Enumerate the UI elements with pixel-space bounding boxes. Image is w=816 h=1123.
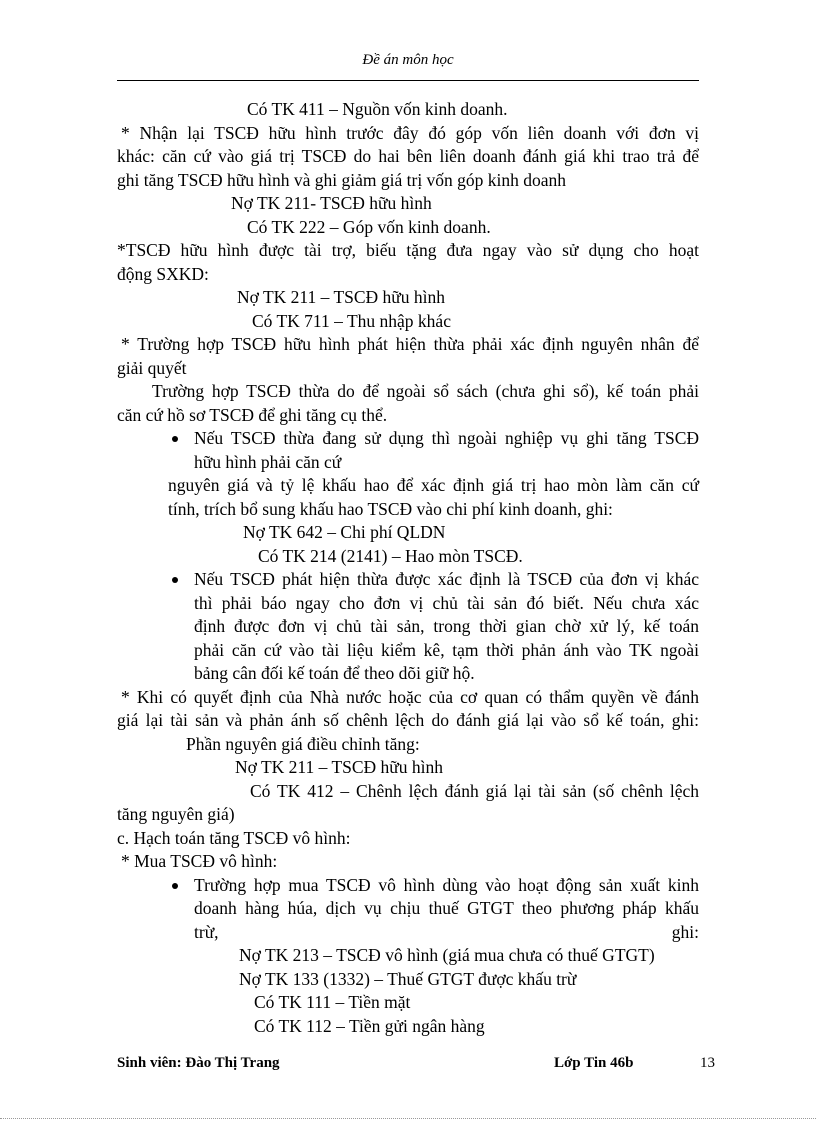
section-heading: c. Hạch toán tăng TSCĐ vô hình: (117, 827, 351, 848)
text-line: thì phải báo ngay cho đơn vị chủ tài sản đó biết. Nếu chưa xác (194, 592, 699, 613)
text-line: phải căn cứ vào tài liệu kiểm kê, tạm thời phản ánh vào TK ngoài (194, 639, 699, 660)
text-line: Có TK 412 – Chênh lệch đánh giá lại tài sản (số chênh lệch (250, 780, 699, 801)
text-line: nguyên giá và tỷ lệ khấu hao để xác định giá trị hao mòn làm căn cứ (168, 475, 699, 495)
text-line: bảng cân đối kế toán để theo dõi giữ hộ. (194, 663, 475, 683)
text-line: trừ, ghi: (194, 921, 699, 942)
text-line: động SXKD: (117, 263, 209, 284)
text-line: ghi tăng TSCĐ hữu hình và ghi giảm giá trị vốn góp kinh doanh (117, 169, 567, 190)
text-line: tăng nguyên giá) (117, 804, 235, 824)
text-line: căn cứ hồ sơ TSCĐ để ghi tăng cụ thể. (117, 404, 388, 425)
text-line: doanh hàng húa, dịch vụ chịu thuế GTGT theo phương pháp khấu (194, 898, 699, 918)
text-line: giá lại tài sản và phản ánh số chênh lệch do đánh giá lại vào sổ kế toán, ghi: (117, 710, 699, 730)
text-line: * Mua TSCĐ vô hình: (121, 851, 278, 871)
header-divider (117, 80, 699, 81)
text-line: * Nhận lại TSCĐ hữu hình trước đây đó góp vốn liên doanh với đơn vị (121, 122, 699, 143)
text-line: Nợ TK 213 – TSCĐ vô hình (giá mua chưa có thuế GTGT) (239, 945, 655, 965)
text-line: * Khi có quyết định của Nhà nước hoặc của cơ quan có thẩm quyền về đánh (121, 686, 699, 707)
text-line: Nợ TK 211 – TSCĐ hữu hình (235, 757, 444, 777)
bullet-item-text: Nếu TSCĐ phát hiện thừa được xác định là TSCĐ của đơn vị khác (194, 569, 699, 589)
text-line: Có TK 214 (2141) – Hao mòn TSCĐ. (258, 545, 523, 566)
page-header-title: Đề án môn học (362, 52, 454, 68)
text-line: tính, trích bổ sung khấu hao TSCĐ vào chi phí kinh doanh, ghi: (168, 498, 613, 519)
text-line: định được đơn vị chủ tài sản, trong thời gian chờ xử lý, kế toán (194, 616, 699, 636)
text-line: giải quyết (117, 357, 187, 378)
text-line: Có TK 112 – Tiền gửi ngân hàng (254, 1015, 485, 1036)
bullet-item-text: Trường hợp mua TSCĐ vô hình dùng vào hoạt động sản xuất kinh (194, 874, 699, 895)
text-line: Trường hợp TSCĐ thừa do để ngoài sổ sách (chưa ghi sổ), kế toán phải (152, 381, 699, 401)
text-line: hữu hình phải căn cứ (194, 451, 342, 472)
page-bottom-border (0, 1118, 816, 1119)
text-line: *TSCĐ hữu hình được tài trợ, biếu tặng đưa ngay vào sử dụng cho hoạt (117, 240, 699, 260)
bullet-item-text: Nếu TSCĐ thừa đang sử dụng thì ngoài nghiệp vụ ghi tăng TSCĐ (194, 428, 699, 448)
bullet-icon (172, 883, 178, 889)
text-line: Có TK 111 – Tiền mặt (254, 992, 411, 1012)
text-line: Có TK 222 – Góp vốn kinh doanh. (247, 216, 491, 237)
text-line: Nợ TK 642 – Chi phí QLDN (243, 522, 446, 542)
text-line: Phần nguyên giá điều chỉnh tăng: (186, 733, 420, 754)
student-name: Sinh viên: Đào Thị Trang (117, 1055, 280, 1071)
document-body (117, 98, 699, 1038)
bullet-icon (172, 436, 178, 442)
page-number: 13 (700, 1055, 715, 1071)
class-label: Lớp Tin 46b (554, 1055, 634, 1071)
text-line: Có TK 711 – Thu nhập khác (252, 310, 451, 331)
text-line: Nợ TK 133 (1332) – Thuế GTGT được khấu trừ (239, 968, 577, 989)
text-line: Có TK 411 – Nguồn vốn kinh doanh. (247, 99, 508, 119)
bullet-icon (172, 577, 178, 583)
text-line: Nợ TK 211- TSCĐ hữu hình (231, 193, 432, 213)
text-line: * Trường hợp TSCĐ hữu hình phát hiện thừa phải xác định nguyên nhân để (121, 334, 699, 354)
text-line: khác: căn cứ vào giá trị TSCĐ do hai bên liên doanh đánh giá khi trao trả để (117, 146, 699, 166)
text-line: Nợ TK 211 – TSCĐ hữu hình (237, 287, 446, 307)
